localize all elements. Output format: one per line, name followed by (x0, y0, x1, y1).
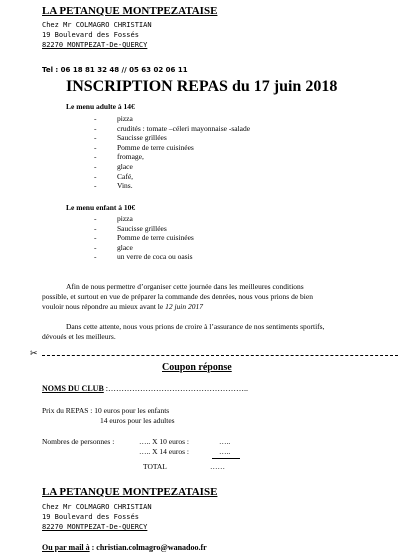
list-item: - pizza (94, 114, 250, 124)
cut-line (42, 355, 398, 356)
address-line: Chez Mr COLMAGRO CHRISTIAN (42, 503, 152, 511)
page-title: INSCRIPTION REPAS du 17 juin 2018 (66, 78, 338, 95)
club-name-field (42, 384, 248, 393)
list-item: - Saucisse grillées (94, 224, 194, 234)
address-line: 82270 MONTPEZAT-De-QUERCY (42, 41, 148, 49)
prix-label: Prix du REPAS : 10 euros pour les enfants (42, 406, 170, 415)
mail-link[interactable]: : christian.colmagro@wanadoo.fr (89, 543, 207, 552)
list-item: - Pomme de terre cuisinées (94, 143, 250, 153)
x10-value[interactable]: ….. (219, 437, 231, 446)
list-item: - Saucisse grillées (94, 133, 250, 143)
deadline-date: 12 juin 2017 (165, 302, 204, 311)
menu-enfant-heading: Le menu enfant à 10€ (66, 203, 136, 212)
address-line: 19 Boulevard des Fossés (42, 513, 139, 521)
scissors-icon: ✂ (30, 349, 38, 359)
mail-label: Ou par mail à (42, 543, 90, 552)
mail-line (42, 543, 207, 552)
x14-field[interactable]: ….. X 14 euros : (139, 447, 189, 456)
club-name: LA PETANQUE MONTPEZATAISE (42, 5, 218, 17)
menu-adulte-list (94, 114, 250, 191)
total-rule (212, 458, 240, 459)
list-item: - Vins. (94, 181, 250, 191)
paragraph-line: Dans cette attente, nous vous prions de croire à l’assurance de nos sentiments sportifs, (66, 322, 325, 331)
menu-enfant-list (94, 214, 194, 262)
prix-line: 14 euros pour les adultes (100, 416, 175, 425)
coupon-title: Coupon réponse (162, 362, 232, 373)
address-line: Chez Mr COLMAGRO CHRISTIAN (42, 21, 152, 29)
club-name-dots[interactable]: :…………………………………………….. (103, 384, 249, 393)
x10-field[interactable]: ….. X 10 euros : (139, 437, 189, 446)
persons-label: Nombres de personnes : (42, 437, 115, 446)
list-item: - Pomme de terre cuisinées (94, 233, 194, 243)
club-name-label: NOMS DU CLUB (42, 384, 104, 393)
paragraph-line: vouloir nous répondre au mieux avant le 12 juin 2017 (42, 302, 204, 311)
total-value[interactable]: …… (210, 462, 225, 471)
list-item: - glace (94, 243, 194, 253)
list-item: - glace (94, 162, 250, 172)
total-label: TOTAL (143, 462, 167, 471)
telephone: Tel : 06 18 81 32 48 // 05 63 02 06 11 (42, 66, 188, 74)
address-block (42, 20, 152, 50)
x14-value[interactable]: ….. (219, 447, 231, 456)
paragraph-line: Afin de nous permettre d’organiser cette journée dans les meilleures conditions (66, 282, 304, 291)
menu-adulte-heading: Le menu adulte à 14€ (66, 102, 135, 111)
list-item: - fromage, (94, 152, 250, 162)
club-name: LA PETANQUE MONTPEZATAISE (42, 486, 218, 498)
list-item: - un verre de coca ou oasis (94, 252, 194, 262)
list-item: - Café, (94, 172, 250, 182)
paragraph-line: dévoués et les meilleurs. (42, 332, 116, 341)
address-block (42, 502, 152, 532)
list-item: - pizza (94, 214, 194, 224)
address-line: 82270 MONTPEZAT-De-QUERCY (42, 523, 148, 531)
paragraph-line: possible, et surtout en vue de préparer la commande des denrées, nous vous prions de bien (42, 292, 313, 301)
address-line: 19 Boulevard des Fossés (42, 31, 139, 39)
list-item: - crudités : tomate –céleri mayonnaise -salade (94, 124, 250, 134)
